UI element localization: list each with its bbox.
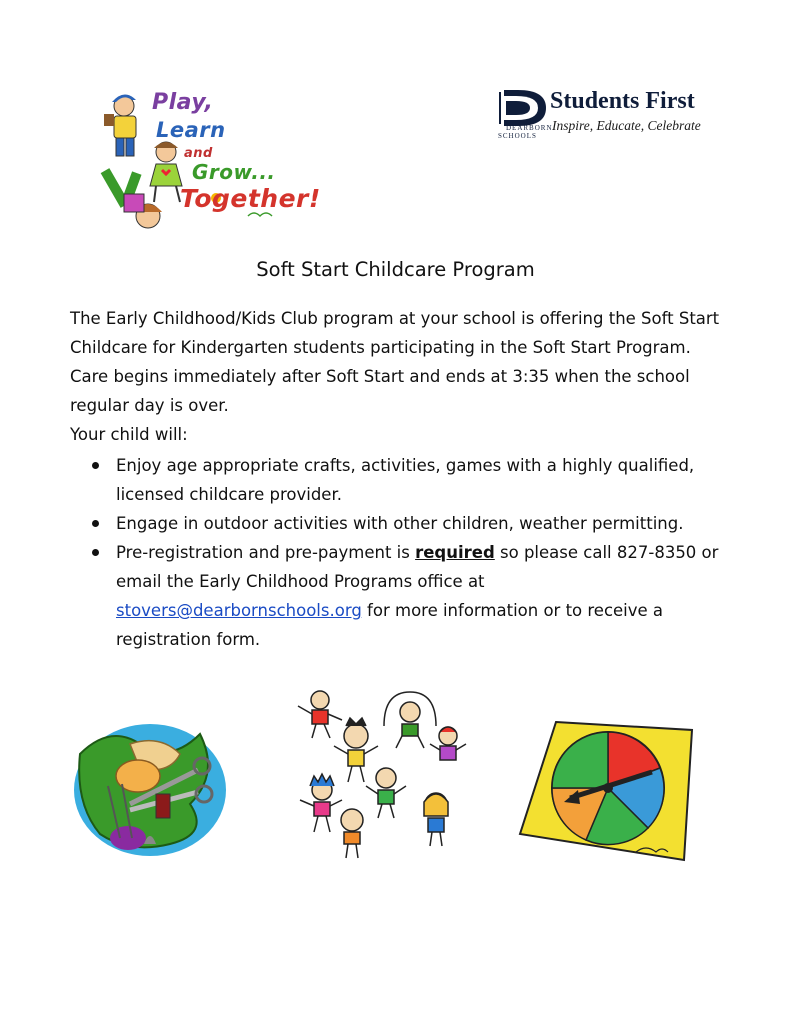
- children-clipart: [290, 686, 470, 864]
- bullet-text-registration-middle: so please call 827-8350 or email the Early Childhood Programs office at: [116, 543, 719, 591]
- sewing-icon: [70, 714, 228, 862]
- logo-word-and: and: [184, 146, 213, 161]
- org-line-2: SCHOOLS: [498, 132, 537, 140]
- play-learn-grow-logo: [96, 86, 336, 236]
- intro-paragraph: The Early Childhood/Kids Club program at your school is offering the Soft Start Childcare for Kindergarten students participating in the Soft Start Program. Care begins immediately after Soft Start and ends at 3:35 when the school regular day is over.: [70, 309, 720, 415]
- students-first-tagline: Inspire, Educate, Celebrate: [552, 118, 701, 133]
- children-icon: [290, 686, 470, 864]
- required-emphasis: required: [415, 543, 495, 562]
- logo-word-grow: Grow...: [192, 160, 276, 184]
- your-child-label: Your child will:: [70, 425, 188, 444]
- students-first-logo: [496, 88, 726, 148]
- logo-word-play: Play,: [152, 90, 214, 115]
- bullet-text-crafts: Enjoy age appropriate crafts, activities, games with a highly qualified, licensed childcare provider.: [116, 456, 695, 504]
- sewing-clipart: [70, 714, 228, 862]
- bullet-icon: [92, 520, 99, 527]
- bullet-text-registration-end: for more information or to receive a registration form.: [116, 601, 664, 649]
- dearborn-schools-label: [498, 124, 553, 140]
- bullet-icon: [92, 549, 99, 556]
- bullet-list: [70, 451, 730, 654]
- email-link[interactable]: stovers@dearbornschools.org: [116, 601, 362, 620]
- dearborn-d-icon: [496, 88, 548, 128]
- bullet-text-registration-start: Pre-registration and pre-payment is: [116, 543, 416, 562]
- bullet-text-outdoor: Engage in outdoor activities with other children, weather permitting.: [116, 514, 684, 533]
- logo-word-together: Together!: [180, 184, 321, 213]
- bullet-icon: [92, 462, 99, 469]
- list-item: [116, 509, 730, 538]
- students-first-title: Students First: [550, 88, 695, 114]
- document-title: Soft Start Childcare Program: [256, 258, 535, 281]
- org-line-1: DEARBORN: [506, 124, 553, 132]
- spinner-clipart: [516, 714, 706, 864]
- logo-word-learn: Learn: [156, 118, 226, 142]
- list-item: [116, 538, 730, 654]
- game-spinner-icon: [516, 714, 706, 864]
- list-item: [116, 451, 730, 509]
- document-body: [70, 304, 730, 654]
